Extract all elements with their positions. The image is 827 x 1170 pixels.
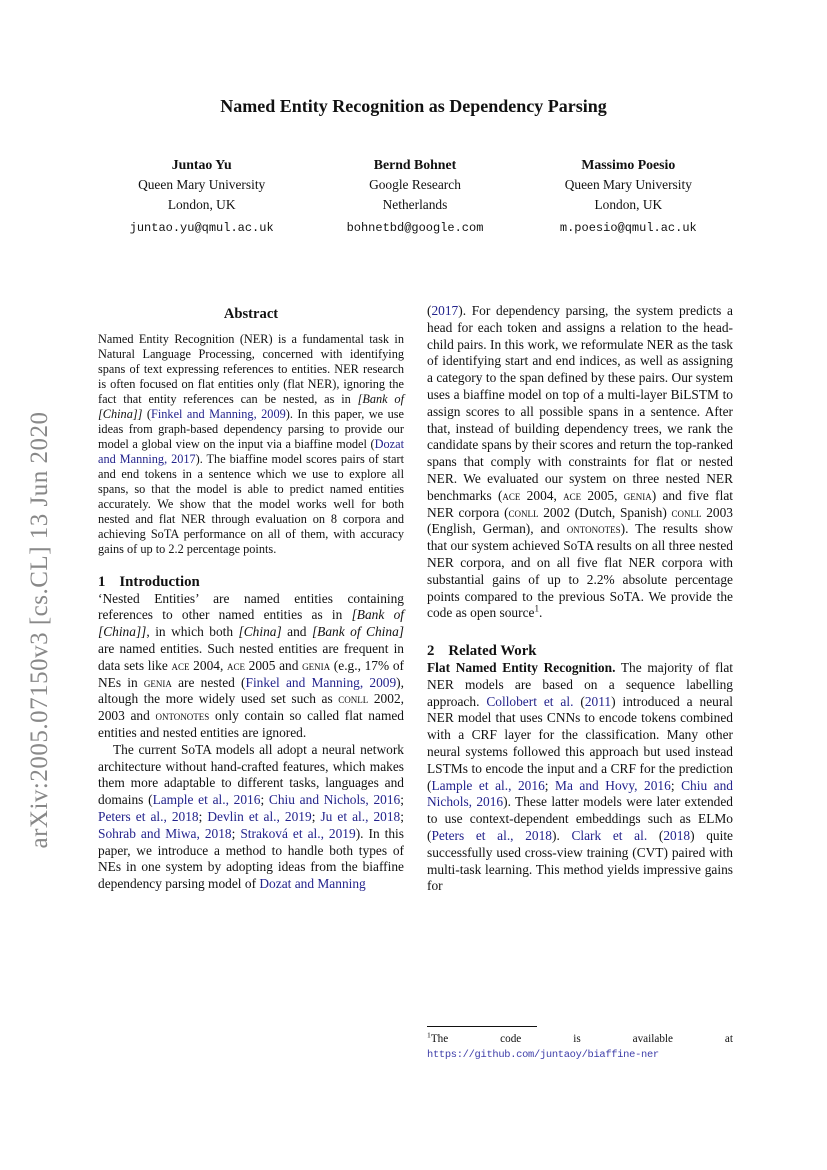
text-run: are nested ( xyxy=(171,674,246,690)
text-run: ‘Nested Entities’ are named entities containing references to other named entities as in xyxy=(98,590,404,623)
citation-link[interactable]: 2018 xyxy=(663,827,691,843)
text-run: ), altough the more widely used set such as xyxy=(98,674,404,707)
text-run: 2002 (Dutch, Spanish) xyxy=(538,504,672,520)
citation-link[interactable]: Finkel and Manning, 2009 xyxy=(245,674,397,690)
text-run: 2005 and xyxy=(244,657,303,673)
author-affiliation: London, UK xyxy=(167,197,236,212)
text-run: [Bank of [China]] xyxy=(98,391,404,421)
text-run: ). These latter models were later extended to use context-dependent embeddings such as ELMo ( xyxy=(427,794,733,843)
text-run: ; xyxy=(198,808,208,824)
citation-link[interactable]: 2017 xyxy=(431,303,459,318)
text-run: . xyxy=(539,605,543,621)
text-run: ). In this paper, we use ideas from graph-based dependency parsing to provide our model a global view on the input via a biaffine model ( xyxy=(98,406,405,451)
text-run: The current SoTA models all adopt a neural network architecture without hand-crafted features, which makes them more adaptable to different tasks, languages and domains ( xyxy=(98,741,404,808)
text-run: Named Entity Recognition (NER) is a fundamental task in Natural Language Processing, concerned with identifying spans of text expressing references to entities. NER research is often focused on flat entities only (flat NER), ignoring the fact that entity references can be nested, as in xyxy=(98,331,404,406)
text-run: conll xyxy=(338,691,369,707)
text-run: ; xyxy=(311,808,321,824)
section-title: Introduction xyxy=(119,573,200,590)
citation-link[interactable]: Chiu and Nichols, 2016 xyxy=(427,777,734,810)
citation-link[interactable]: 2011 xyxy=(584,693,612,709)
text-run: The majority of flat NER models are based on a sequence labelling approach. xyxy=(427,659,733,709)
text-run: genia xyxy=(302,657,331,673)
citation-link[interactable]: Devlin et al., 2019 xyxy=(207,808,312,824)
text-run: , in which both xyxy=(146,624,239,640)
text-run: ; xyxy=(400,792,404,808)
text-run: conll xyxy=(671,504,702,520)
text-run: ( xyxy=(573,693,585,709)
citation-link[interactable]: Sohrab and Miwa, 2018 xyxy=(98,825,232,841)
author-name: Massimo Poesio xyxy=(581,157,676,172)
section-heading-related-work xyxy=(427,643,733,660)
author-affiliation: Netherlands xyxy=(382,197,448,212)
right-column xyxy=(427,303,733,895)
author-card xyxy=(95,155,308,238)
footnote-rule xyxy=(427,1026,537,1027)
citation-link[interactable]: Lample et al., 2016 xyxy=(152,792,261,808)
paper-title: Named Entity Recognition as Dependency Parsing xyxy=(220,96,607,116)
text-run: [China] xyxy=(238,624,282,640)
author-email: juntao.yu@qmul.ac.uk xyxy=(129,221,274,235)
text-run: ). The results show that our system achieved SoTA results on all three nested NER corpora, and on all five flat NER corpora with substantial gains of up to 2.2% absolute percentage points compared to the previous SoTA. We provide the code as open source xyxy=(427,521,733,621)
text-run: 2005, xyxy=(581,487,624,503)
text-run: ( xyxy=(142,406,152,421)
author-card xyxy=(308,155,521,238)
github-link[interactable]: https://github.com/juntaoy/biaffine-ner xyxy=(427,1048,659,1061)
left-column xyxy=(98,306,404,893)
text-run: are named entities. Such nested entities are frequent in data sets like xyxy=(98,640,404,673)
citation-link[interactable]: Chiu and Nichols, 2016 xyxy=(268,792,401,808)
footnote xyxy=(427,1026,733,1062)
text-run: genia xyxy=(623,487,652,503)
author-email: bohnetbd@google.com xyxy=(346,221,484,235)
text-run: [Bank of China] xyxy=(311,624,404,640)
text-run: genia xyxy=(143,674,172,690)
text-run: ; xyxy=(670,777,682,793)
text-run: 1 xyxy=(534,603,540,614)
citation-link[interactable]: Clark et al. xyxy=(571,827,648,843)
author-name: Juntao Yu xyxy=(171,157,232,172)
text-run: (e.g., 17% of NEs in xyxy=(98,657,404,690)
abstract-body xyxy=(98,332,404,557)
author-affiliation: Google Research xyxy=(369,177,461,192)
author-affiliation: London, UK xyxy=(594,197,663,212)
text-run: ; xyxy=(260,792,269,808)
citation-link[interactable]: Dozat and Manning xyxy=(259,876,366,892)
text-run: ). xyxy=(551,827,572,843)
citation-link[interactable]: Dozat and Manning, 2017 xyxy=(98,436,404,466)
text-run: ace xyxy=(226,657,245,673)
author-card xyxy=(522,155,735,238)
text-run: 2003 (English, German), and xyxy=(427,504,733,537)
abstract-section xyxy=(98,306,404,557)
text-run: ) quite successfully used cross-view training (CVT) paired with multi-task learning. This method yields impressive gains for xyxy=(427,827,734,894)
author-block xyxy=(95,155,735,238)
intro-paragraph-1 xyxy=(98,591,404,742)
section-heading-introduction xyxy=(98,574,404,591)
text-run: ace xyxy=(563,487,582,503)
text-run: ; xyxy=(400,808,404,824)
text-run: ontonotes xyxy=(155,708,210,724)
footnote-text xyxy=(427,1032,733,1062)
text-run: conll xyxy=(508,504,539,520)
citation-link[interactable]: Peters et al., 2018 xyxy=(431,827,552,843)
text-run: 1 xyxy=(427,1030,431,1040)
text-run: ). In this paper, we introduce a method to handle both types of NEs in one system by adopting ideas from the biaffine dependency parsing model of xyxy=(98,825,404,892)
text-run: ) and five flat NER corpora ( xyxy=(427,487,733,520)
citation-link[interactable]: Lample et al., 2016 xyxy=(431,777,545,793)
author-name: Bernd Bohnet xyxy=(373,157,457,172)
text-run: ; xyxy=(544,777,556,793)
citation-link[interactable]: Ju et al., 2018 xyxy=(320,808,401,824)
text-run: ontonotes xyxy=(566,521,621,537)
text-run: ( xyxy=(427,303,432,318)
citation-link[interactable]: Ma and Hovy, 2016 xyxy=(555,777,671,793)
text-run: ; xyxy=(231,825,241,841)
citation-link[interactable]: Peters et al., 2018 xyxy=(98,808,199,824)
intro-paragraph-2 xyxy=(98,742,404,893)
text-run: ). The biaffine model scores pairs of start and end tokens in a sentence which we use to explore all spans, so that the model is able to predict named entities accurately. We show that the model works well for both nested and flat NER through evaluation on 8 corpora and achieving SoTA performance on all of them, with accuracy gains of up to 2.2 percentage points. xyxy=(98,451,404,556)
text-run: Flat Named Entity Recognition. xyxy=(427,659,616,675)
text-run: [Bank of [China]] xyxy=(98,607,404,640)
citation-link[interactable]: Collobert et al. xyxy=(486,693,574,709)
text-run: 2004, xyxy=(520,487,564,503)
citation-link[interactable]: Finkel and Manning, 2009 xyxy=(151,406,286,421)
text-run: ace xyxy=(171,657,190,673)
text-run: only contain so called flat named entities and nested entities are ignored. xyxy=(98,708,404,740)
text-run: 2002, 2003 and xyxy=(98,691,404,724)
citation-link[interactable]: Straková et al., 2019 xyxy=(240,825,356,841)
author-affiliation: Queen Mary University xyxy=(564,177,692,192)
intro-paragraph-continued xyxy=(427,303,733,622)
section-title: Related Work xyxy=(448,643,537,660)
text-run: and xyxy=(281,624,312,640)
text-run: 2004, xyxy=(189,657,227,673)
related-work-paragraph-1 xyxy=(427,660,733,895)
arxiv-watermark: arXiv:2005.07150v3 [cs.CL] 13 Jun 2020 xyxy=(26,411,53,849)
text-run: ( xyxy=(647,827,664,843)
author-email: m.poesio@qmul.ac.uk xyxy=(559,221,697,235)
author-affiliation: Queen Mary University xyxy=(138,177,266,192)
text-run: ) introduced a neural NER model that uses CNNs to encode tokens combined with a CRF layer for the classification. Many other neural systems followed this approach but used instead LSTMs to encode the input and a CRF for the prediction ( xyxy=(427,693,733,793)
text-run: The code is available at xyxy=(430,1033,733,1045)
text-run: ). For dependency parsing, the system predicts a head for each token and assigns a relation to the head-child pairs. In this work, we reformulate NER as the task of identifying start and end indices, as well as assigning a category to the span defined by these pairs. Our system uses a biaffine model on top of a multi-layer BiLSTM to assign scores to all possible spans in a sentence. After that, instead of building dependency trees, we rank the candidate spans by their scores and return the top-ranked spans that comply with constraints for flat or nested NER. We evaluated our system on three nested NER benchmarks ( xyxy=(427,303,733,503)
abstract-heading: Abstract xyxy=(223,306,279,322)
section-number: 1 xyxy=(98,573,106,590)
text-run: ace xyxy=(502,487,521,503)
section-number: 2 xyxy=(427,643,435,660)
